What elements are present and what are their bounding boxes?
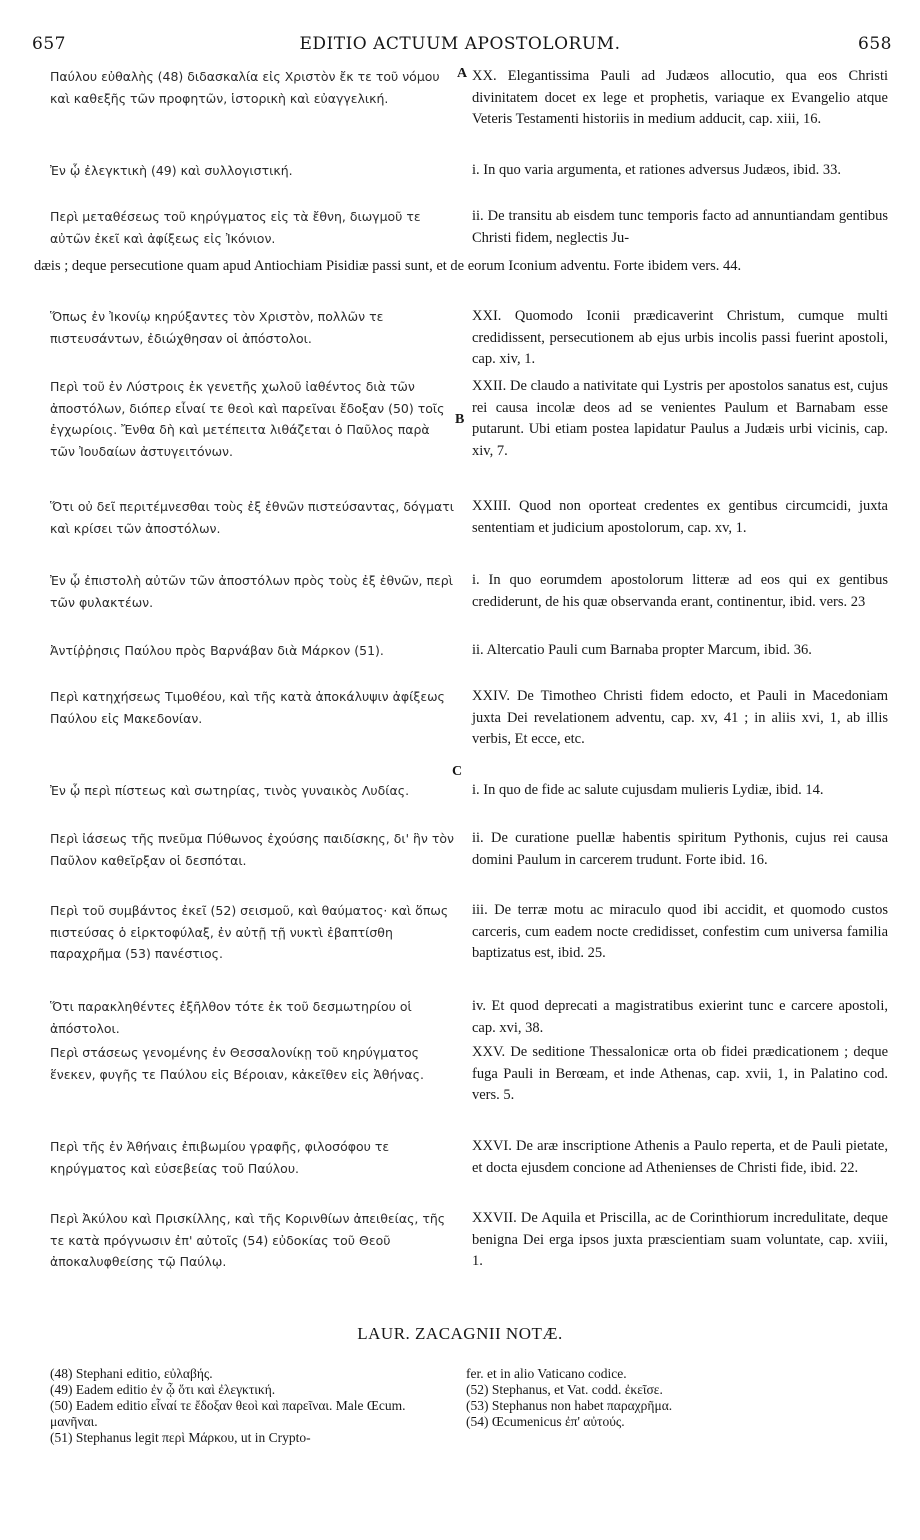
greek-entry: Περὶ μεταθέσεως τοῦ κηρύγματος εἰς τὰ ἔθνη, διωγμοῦ τε αὐτῶν ἐκεῖ καὶ ἀφίξεως εἰς Ἰκόνιον.	[50, 209, 421, 246]
latin-entry: XXI. Quomodo Iconii prædicaverint Christum, cumque multi credidissent, persecutionem ab ejus urbis incolis passi fuerint apostoli, cap. xiv, 1.	[472, 308, 888, 367]
latin-entry: XXVII. De Aquila et Priscilla, ac de Corinthiorum incredulitate, deque benigna Dei erga ipsos juxta præscientiam suam voluntate, cap. xviii, 1.	[472, 1210, 888, 1269]
greek-entry: Περὶ τοῦ συμβάντος ἐκεῖ (52) σεισμοῦ, καὶ θαύματος· καὶ ὅπως πιστεύσας ὁ εἱρκτοφύλαξ, ἐν αὐτῇ τῇ νυκτὶ ἐβαπτίσθη παραχρῆμα (53) πανέστιος.	[50, 903, 449, 961]
footnote: (52) Stephanus, et Vat. codd. ἐκεῖσε.	[466, 1382, 663, 1397]
latin-entry: ii. De transitu ab eisdem tunc temporis facto ad annuntiandam gentibus Christi fidem, neglectis Ju-	[472, 208, 888, 246]
greek-entry: Περὶ κατηχήσεως Τιμοθέου, καὶ τῆς κατὰ ἀποκάλυψιν ἀφίξεως Παύλου εἰς Μακεδονίαν.	[50, 689, 445, 726]
greek-entry: Ἀντίῤῥησις Παύλου πρὸς Βαρνάβαν διὰ Μάρκον (51).	[50, 643, 384, 658]
greek-entry: Περὶ τῆς ἐν Ἀθήναις ἐπιβωμίου γραφῆς, φιλοσόφου τε κηρύγματος καὶ εὐσεβείας τοῦ Παύλου.	[50, 1139, 390, 1176]
greek-entry: Περὶ ἰάσεως τῆς πνεῦμα Πύθωνος ἐχούσης παιδίσκης, δι' ἣν τὸν Παῦλον καθεῖρξαν οἱ δεσπόται.	[50, 831, 455, 868]
latin-entry: XXV. De seditione Thessalonicæ orta ob fidei prædicationem ; deque fuga Pauli in Berœam, et inde Athenas, cap. xvii, 1, in Palatino cod. vers. 5.	[472, 1044, 888, 1103]
right-page-number: 658	[858, 34, 892, 54]
notes-title: LAUR. ZACAGNII NOTÆ.	[357, 1324, 563, 1343]
greek-entry: Ἐν ᾧ περὶ πίστεως καὶ σωτηρίας, τινὸς γυναικὸς Λυδίας.	[50, 783, 410, 798]
greek-entry: Ὅτι οὐ δεῖ περιτέμνεσθαι τοὺς ἐξ ἐθνῶν πιστεύσαντας, δόγματι καὶ κρίσει τῶν ἀποστόλων.	[50, 499, 455, 536]
section-marker-b: B	[455, 412, 465, 427]
footnote: (50) Eadem editio εἶναί τε ἔδοξαν θεοὶ καὶ παρεῖναι. Male Œcum. μανῆναι.	[50, 1398, 406, 1429]
greek-entry: Ἐν ᾧ ἐλεγκτικὴ (49) καὶ συλλογιστική.	[50, 163, 293, 178]
greek-entry: Ὅπως ἐν Ἰκονίῳ κηρύξαντες τὸν Χριστὸν, πολλῶν τε πιστευσάντων, ἐδιώχθησαν οἱ ἀπόστολοι.	[50, 309, 384, 346]
latin-entry: i. In quo de fide ac salute cujusdam mulieris Lydiæ, ibid. 14.	[472, 782, 824, 798]
latin-entry: XXIV. De Timotheo Christi fidem edocto, et Pauli in Macedoniam juxta Dei revelationem adventu, cap. xv, 41 ; in aliis xvi, 1, ab illis verbis, Et ecce, etc.	[472, 688, 888, 747]
latin-entry: XX. Elegantissima Pauli ad Judæos allocutio, qua eos Christi divinitatem docet ex lege et prophetis, variaque ex Evangelio atque Veteris Testamenti historiis in medium adducit, cap. xiii, 16.	[472, 68, 888, 127]
greek-entry: Περὶ στάσεως γενομένης ἐν Θεσσαλονίκῃ τοῦ κηρύγματος ἕνεκεν, φυγῆς τε Παύλου εἰς Βέροιαν, κἀκεῖθεν εἰς Ἀθήνας.	[50, 1045, 424, 1082]
greek-entry: Περὶ τοῦ ἐν Λύστροις ἐκ γενετῆς χωλοῦ ἰαθέντος διὰ τῶν ἀποστόλων, διόπερ εἶναί τε θεοὶ καὶ παρεῖναι ἔδοξαν (50) τοῖς ἐγχωρίοις. Ἔνθα δὴ καὶ μετέπειτα λιθάζεται ὁ Παῦλος παρὰ τῶν Ἰουδαίων ἀστυγειτόνων.	[50, 379, 445, 459]
footnote: (51) Stephanus legit περὶ Μάρκου, ut in Crypto-	[50, 1430, 311, 1445]
footnote: (49) Eadem editio ἐν ᾧ ὅτι καὶ ἐλεγκτική.	[50, 1382, 276, 1397]
greek-entry: Περὶ Ἀκύλου καὶ Πρισκίλλης, καὶ τῆς Κορινθίων ἀπειθείας, τῆς τε κατὰ πρόγνωσιν ἐπ' αὐτοῖς (54) εὐδοκίας τοῦ Θεοῦ ἀποκαλυφθείσης τῷ Παύλῳ.	[50, 1211, 446, 1269]
footnote: fer. et in alio Vaticano codice.	[466, 1366, 627, 1381]
latin-entry: iii. De terræ motu ac miraculo quod ibi accidit, et quomodo custos carceris, cum eadem nocte credidisset, confestim cum universa familia baptizatus est, ibid. 25.	[472, 902, 888, 961]
greek-entry: Παύλου εὐθαλὴς (48) διδασκαλία εἰς Χριστὸν ἔκ τε τοῦ νόμου καὶ καθεξῆς τῶν προφητῶν, ἱστορικὴ καὶ εὐαγγελική.	[50, 69, 440, 106]
footnote: (53) Stephanus non habet παραχρῆμα.	[466, 1398, 673, 1413]
latin-entry: i. In quo eorumdem apostolorum litteræ ad eos qui ex gentibus crediderunt, de his quæ observanda erant, continentur, ibid. vers. 23	[472, 572, 888, 610]
latin-entry: XXII. De claudo a nativitate qui Lystris per apostolos sanatus est, cujus rei causa incolæ deos ad se venientes Paulum et Barnabam esse putarunt. Ubi etiam postea lapidatur Paulus a Judæis urbi vicinis, cap. xiv, 7.	[472, 378, 888, 459]
latin-entry: i. In quo varia argumenta, et rationes adversus Judæos, ibid. 33.	[472, 162, 842, 178]
full-width-line: dæis ; deque persecutione quam apud Antiochiam Pisidiæ passi sunt, et de eorum Iconium adventu. Forte ibidem vers. 44.	[34, 258, 742, 274]
latin-entry: ii. De curatione puellæ habentis spiritum Pythonis, cujus rei causa domini Paulum in carcerem trudunt. Forte ibid. 16.	[472, 830, 888, 868]
greek-entry: Ἐν ᾧ ἐπιστολὴ αὐτῶν τῶν ἀποστόλων πρὸς τοὺς ἐξ ἐθνῶν, περὶ τῶν φυλακτέων.	[50, 573, 453, 610]
section-marker-a: A	[457, 66, 468, 81]
running-title: EDITIO ACTUUM APOSTOLORUM.	[299, 34, 621, 54]
left-page-number: 657	[32, 34, 66, 54]
latin-entry: ii. Altercatio Pauli cum Barnaba propter Marcum, ibid. 36.	[472, 642, 812, 658]
latin-entry: XXVI. De aræ inscriptione Athenis a Paulo reperta, et de Pauli pietate, et docta ejusdem concione ad Athenienses de Christi fide, ibid. 22.	[472, 1138, 888, 1176]
footnote: (54) Œcumenicus ἐπ' αὐτούς.	[466, 1414, 625, 1429]
footnote: (48) Stephani editio, εὐλαβής.	[50, 1366, 213, 1381]
section-marker-c: C	[452, 764, 463, 779]
latin-entry: XXIII. Quod non oporteat credentes ex gentibus circumcidi, juxta sententiam et judicium apostolorum, cap. xv, 1.	[472, 498, 888, 536]
latin-entry: iv. Et quod deprecati a magistratibus exierint tunc e carcere apostoli, cap. xvi, 38.	[472, 998, 888, 1036]
greek-entry: Ὅτι παρακληθέντες ἐξῆλθον τότε ἐκ τοῦ δεσμωτηρίου οἱ ἀπόστολοι.	[50, 999, 412, 1036]
